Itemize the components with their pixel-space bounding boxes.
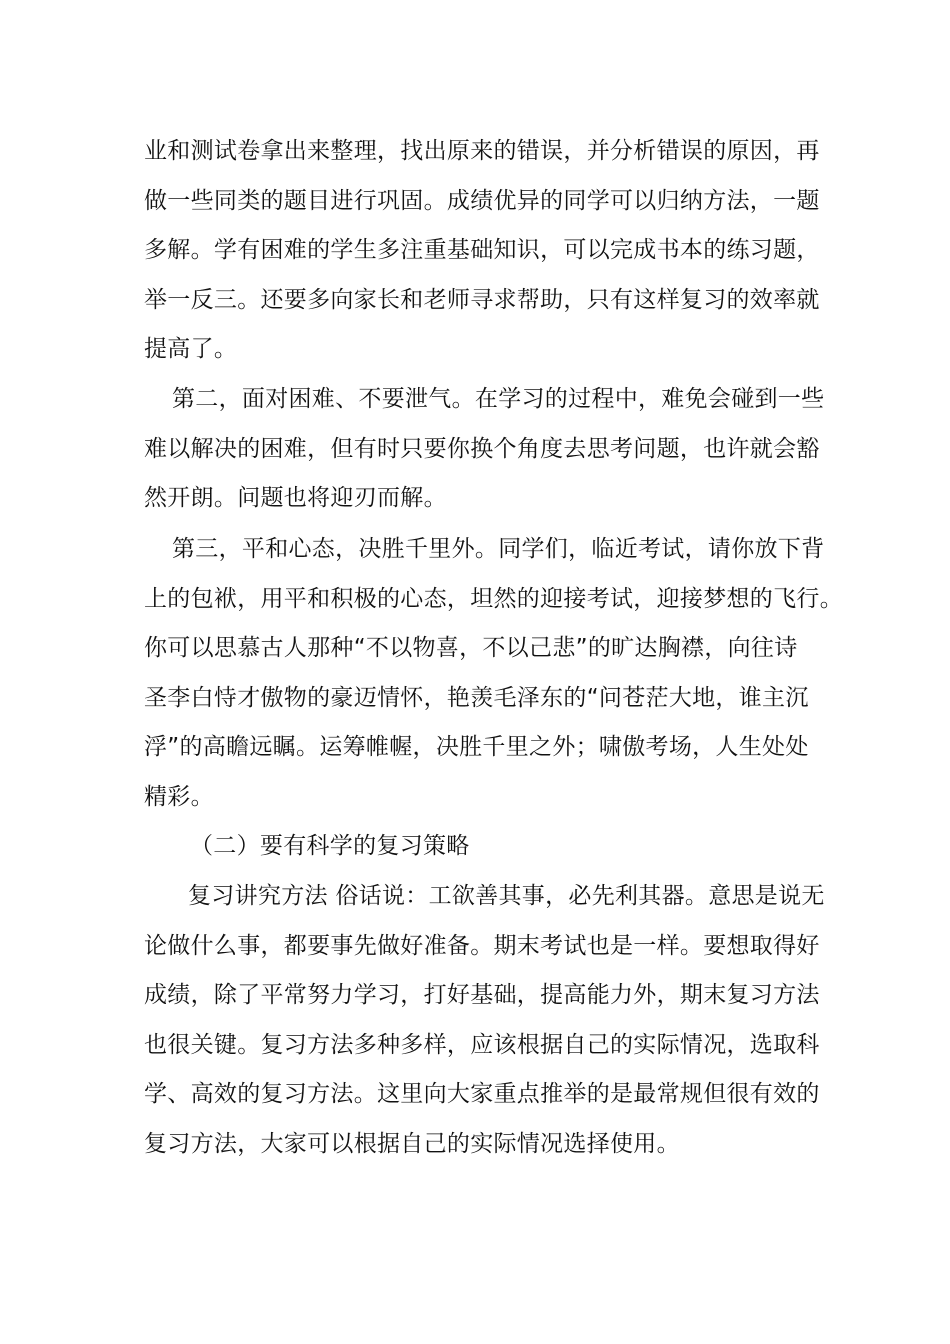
text-line: 圣李白恃才傲物的豪迈情怀，艳羡毛泽东的“问苍茫大地，谁主沉 bbox=[144, 684, 809, 711]
text-line: 第二，面对困难、不要泄气。在学习的过程中，难免会碰到一些 bbox=[172, 386, 825, 412]
text-line: 精彩。 bbox=[144, 783, 214, 810]
text-line: 然开朗。问题也将迎刃而解。 bbox=[144, 485, 447, 511]
text-line: 论做什么事，都要事先做好准备。期末考试也是一样。要想取得好 bbox=[144, 932, 820, 959]
paragraph-face-difficulties bbox=[144, 375, 825, 524]
text-line: 学、高效的复习方法。这里向大家重点推举的是最常规但很有效的 bbox=[144, 1081, 820, 1107]
text-line: 浮”的高瞻远瞩。运筹帷幄，决胜千里之外；啸傲考场，人生处处 bbox=[144, 734, 809, 760]
paragraph-study-review-continuation bbox=[144, 127, 820, 375]
text-line: 做一些同类的题目进行巩固。成绩优异的同学可以归纳方法，一题 bbox=[144, 187, 820, 214]
paragraph-review-methods bbox=[144, 872, 825, 1169]
section-heading bbox=[144, 822, 796, 872]
text-line: 上的包袱，用平和积极的心态，坦然的迎接考试，迎接梦想的飞行。 bbox=[144, 585, 843, 612]
text-line: 举一反三。还要多向家长和老师寻求帮助，只有这样复习的效率就 bbox=[144, 286, 820, 313]
text-line: 复习讲究方法 俗话说：工欲善其事，必先利其器。意思是说无 bbox=[188, 883, 825, 909]
text-line: 难以解决的困难，但有时只要你换个角度去思考问题，也许就会豁 bbox=[144, 435, 820, 462]
text-line: 复习方法，大家可以根据自己的实际情况选择使用。 bbox=[144, 1130, 680, 1157]
text-line: 第三，平和心态，决胜千里外。同学们，临近考试，请你放下背 bbox=[172, 536, 825, 562]
text-line: 提高了。 bbox=[144, 336, 238, 362]
text-line: 业和测试卷拿出来整理，找出原来的错误，并分析错误的原因，再 bbox=[144, 138, 820, 164]
text-line: 你可以思慕古人那种“不以物喜，不以己悲”的旷达胸襟，向往诗 bbox=[144, 635, 798, 661]
section-heading-text: （二）要有科学的复习策略 bbox=[190, 833, 470, 859]
paragraph-calm-mindset bbox=[144, 525, 843, 822]
text-line: 成绩，除了平常努力学习，打好基础，提高能力外，期末复习方法 bbox=[144, 982, 820, 1008]
text-line: 也很关键。复习方法多种多样，应该根据自己的实际情况，选取科 bbox=[144, 1031, 820, 1058]
text-line: 多解。学有困难的学生多注重基础知识，可以完成书本的练习题， bbox=[144, 237, 820, 263]
